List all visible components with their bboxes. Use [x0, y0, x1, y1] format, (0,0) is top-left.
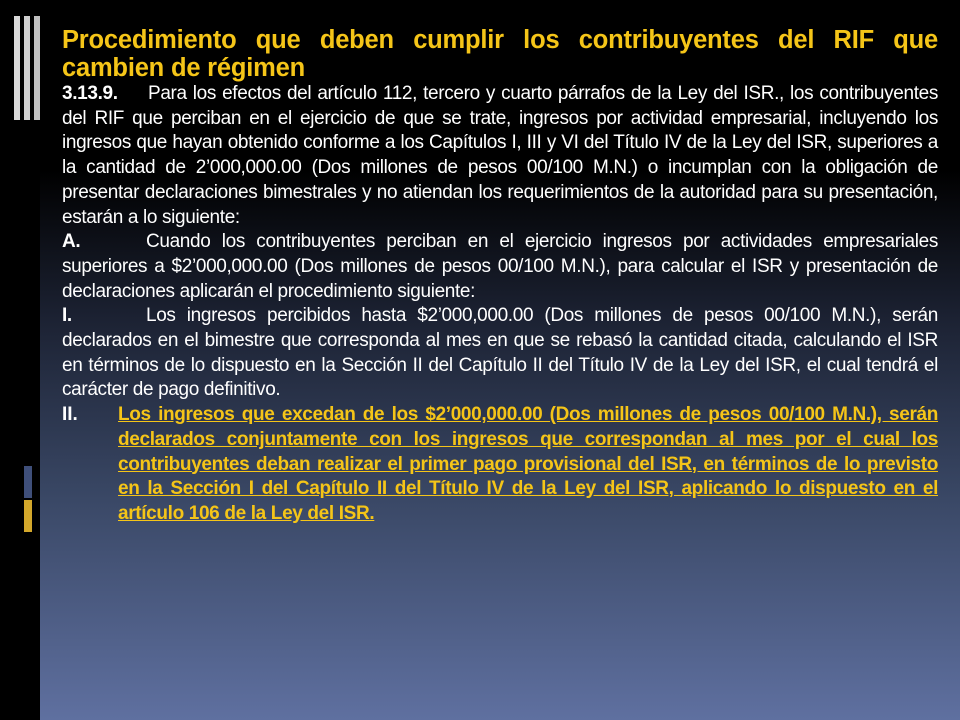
- section-a-text: Cuando los contribuyentes perciban en el ejercicio ingresos por actividades empresariales superiores a $2’000,000.00 (Dos millones de pesos 00/100 M.N.), para calcular el ISR y presentación de declaraciones aplicarán el procedimiento siguiente:: [62, 231, 938, 302]
- item-ii-text: Los ingresos que excedan de los $2’000,000.00 (Dos millones de pesos 00/100 M.N.), serán declarados conjuntamente con los ingresos que correspondan al mes por el cual los contribuyentes deban realizar el primer pago provisional del ISR, en términos de lo previsto en la Sección I del Capítulo II del Título IV de la Ley del ISR, aplicando lo dispuesto en el artículo 106 de la Ley del ISR.: [118, 404, 938, 524]
- item-ii-paragraph: [62, 403, 938, 527]
- decor-bar-blue: [24, 466, 32, 498]
- decor-bar-2: [24, 16, 30, 120]
- item-i-label: I.: [62, 305, 72, 327]
- decor-bar-gold: [24, 500, 32, 532]
- decor-bar-3: [34, 16, 40, 120]
- rule-text: Para los efectos del artículo 112, tercero y cuarto párrafos de la Ley del ISR., los contribuyentes del RIF que perciban en el ejercicio de que se trate, ingresos por actividad empresarial, incluyendo los ingresos que hayan obtenido conforme a los Capítulos I, III y VI del Título IV de la Ley del ISR, superiores a la cantidad de 2’000,000.00 (Dos millones de pesos 00/100 M.N.) o incumplan con la obligación de presentar declaraciones bimestrales y no atiendan los requerimientos de la autoridad para su presentación, estarán a lo siguiente:: [62, 83, 938, 228]
- slide-content: [62, 26, 938, 527]
- decor-bar-1: [14, 16, 20, 120]
- rule-paragraph: [62, 82, 938, 230]
- item-ii-label: II.: [62, 404, 78, 426]
- decorative-bars: [0, 0, 40, 720]
- section-a-label: A.: [62, 231, 81, 253]
- section-a-paragraph: [62, 230, 938, 304]
- item-i-text: Los ingresos percibidos hasta $2’000,000.00 (Dos millones de pesos 00/100 M.N.), serán declarados en el bimestre que corresponda al mes en que se rebasó la cantidad citada, calculando el ISR en términos de lo dispuesto en la Sección II del Capítulo II del Título IV de la Ley del ISR, el cual tendrá el carácter de pago definitivo.: [62, 305, 938, 401]
- item-i-paragraph: [62, 304, 938, 403]
- slide-title: Procedimiento que deben cumplir los contribuyentes del RIF que cambien de régimen: [62, 26, 938, 82]
- rule-number: 3.13.9.: [62, 83, 118, 104]
